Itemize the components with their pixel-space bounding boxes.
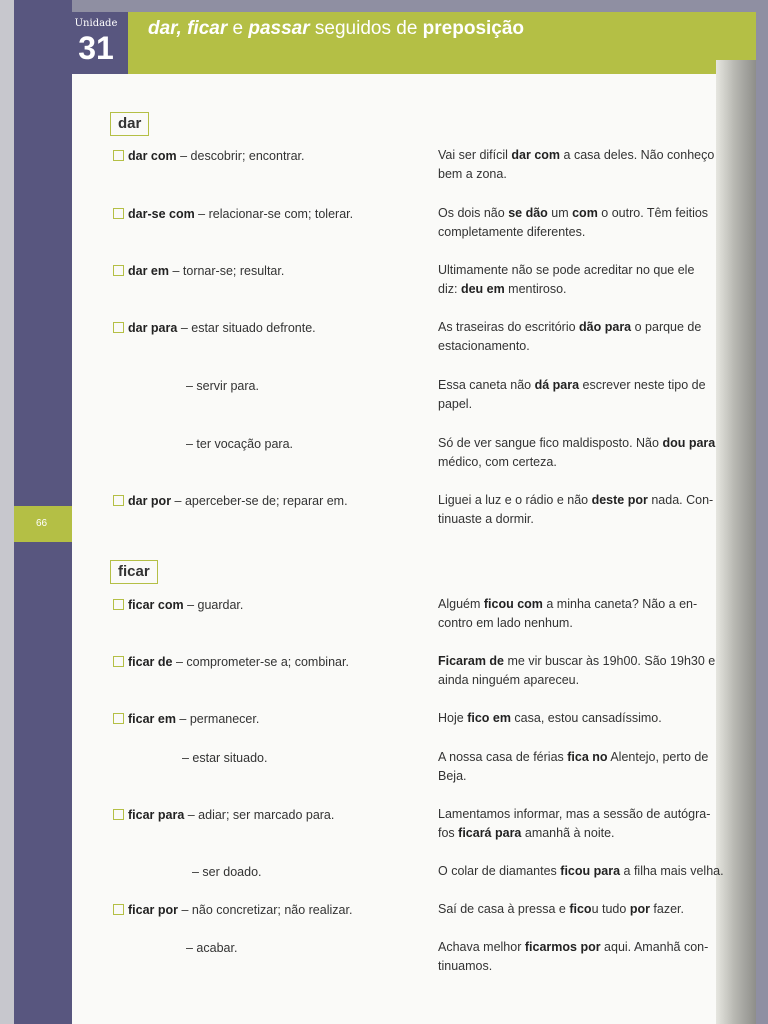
example-text: Alguém — [438, 597, 484, 611]
example-line — [438, 652, 730, 671]
example-line — [438, 938, 730, 957]
example-line — [438, 434, 730, 453]
checkbox-square-icon — [113, 809, 124, 820]
example-text: completamente diferentes. — [438, 225, 586, 239]
example-sentence — [438, 595, 730, 633]
example-highlight: Ficaram de — [438, 654, 505, 668]
expression-meaning: – ser doado. — [192, 865, 262, 879]
expression-entry — [113, 493, 348, 509]
example-text: médico, com certeza. — [438, 455, 557, 469]
expression-meaning: – relacionar-se com; tolerar. — [194, 207, 354, 221]
example-line — [438, 261, 730, 280]
title-part: seguidos de — [309, 18, 423, 39]
example-text: papel. — [438, 397, 473, 411]
expression-entry — [113, 807, 334, 823]
checkbox-square-icon — [113, 495, 124, 506]
binding-strip — [0, 0, 14, 1024]
example-text: o outro. Têm feitios — [597, 206, 709, 220]
example-text: bem a zona. — [438, 167, 507, 181]
example-highlight: ficou com — [483, 597, 543, 611]
example-text: ainda ninguém apareceu. — [438, 673, 580, 687]
example-text: me vir buscar às 19h00. São 19h30 e — [504, 654, 716, 668]
example-text: escrever neste tipo de — [579, 378, 706, 392]
example-sentence — [438, 434, 730, 472]
expression-entry — [186, 436, 293, 452]
example-line — [438, 671, 730, 690]
example-sentence — [438, 900, 730, 919]
title-part: dar — [148, 18, 177, 39]
example-text: As traseiras do escritório — [438, 320, 580, 334]
checkbox-square-icon — [113, 904, 124, 915]
expression-meaning: – não concretizar; não realizar. — [178, 903, 353, 917]
expression-entry — [113, 148, 305, 164]
expression-term: ficar por — [128, 903, 179, 917]
example-sentence — [438, 204, 730, 242]
section-label-ficar: ficar — [110, 560, 158, 584]
example-highlight: ficarmos por — [524, 940, 601, 954]
example-text: nada. Con- — [647, 493, 714, 507]
example-line — [438, 223, 730, 242]
example-text: Beja. — [438, 769, 467, 783]
expression-meaning: – ter vocação para. — [186, 437, 294, 451]
example-line — [438, 709, 730, 728]
expression-meaning: – aperceber-se de; reparar em. — [171, 494, 348, 508]
title-part: ficar — [187, 18, 228, 39]
unit-number: 31 — [78, 30, 114, 66]
checkbox-square-icon — [113, 150, 124, 161]
example-highlight: dou para — [662, 436, 716, 450]
example-text: Hoje — [438, 711, 468, 725]
example-highlight: fica no — [567, 750, 608, 764]
example-highlight: fico — [569, 902, 592, 916]
expression-term: ficar de — [128, 655, 173, 669]
example-text: o parque de — [631, 320, 702, 334]
example-text: casa, estou cansadíssimo. — [510, 711, 662, 725]
example-highlight: ficará para — [458, 826, 522, 840]
example-highlight: dar com — [511, 148, 561, 162]
example-text: Só de ver sangue fico maldisposto. Não — [438, 436, 663, 450]
example-sentence — [438, 261, 730, 299]
checkbox-square-icon — [113, 322, 124, 333]
example-text: Achava melhor — [438, 940, 525, 954]
expression-meaning: – adiar; ser marcado para. — [184, 808, 335, 822]
expression-meaning: – acabar. — [186, 941, 238, 955]
example-text: Lamentamos informar, mas a sessão de autógra- — [438, 807, 711, 821]
title-part: e — [227, 18, 249, 39]
example-line — [438, 146, 730, 165]
expression-term: dar por — [128, 494, 172, 508]
example-line — [438, 767, 730, 786]
expression-term: ficar para — [128, 808, 185, 822]
example-text: a minha caneta? Não a en- — [542, 597, 698, 611]
example-text: mentiroso. — [504, 282, 567, 296]
expression-entry — [113, 711, 259, 727]
example-highlight: por — [629, 902, 650, 916]
example-line — [438, 165, 730, 184]
unit-label: Unidade — [74, 18, 118, 29]
checkbox-square-icon — [113, 599, 124, 610]
checkbox-square-icon — [113, 713, 124, 724]
example-line — [438, 453, 730, 472]
title-part: , — [176, 18, 188, 39]
expression-term: ficar em — [128, 712, 176, 726]
example-text: tinuamos. — [438, 959, 493, 973]
example-line — [438, 957, 730, 976]
example-line — [438, 862, 730, 881]
example-text: contro em lado nenhum. — [438, 616, 573, 630]
example-sentence — [438, 146, 730, 184]
example-sentence — [438, 318, 730, 356]
expression-entry — [113, 597, 243, 613]
example-text: Ultimamente não se pode acreditar no que ele — [438, 263, 695, 277]
section-label-dar: dar — [110, 112, 149, 136]
expression-entry — [113, 320, 316, 336]
example-line — [438, 395, 730, 414]
example-sentence — [438, 376, 730, 414]
example-line — [438, 805, 730, 824]
example-text: Essa caneta não — [438, 378, 535, 392]
example-text: A nossa casa de férias — [438, 750, 568, 764]
example-sentence — [438, 491, 730, 529]
expression-entry — [113, 206, 353, 222]
example-text: u tudo — [591, 902, 630, 916]
checkbox-square-icon — [113, 208, 124, 219]
expression-term: dar com — [128, 149, 177, 163]
expression-meaning: – estar situado defronte. — [177, 321, 316, 335]
expression-entry — [113, 902, 352, 918]
example-text: fos — [438, 826, 459, 840]
example-text: O colar de diamantes — [438, 864, 561, 878]
expression-meaning: – guardar. — [183, 598, 244, 612]
example-text: a casa deles. Não conheço — [560, 148, 715, 162]
expression-meaning: – tornar-se; resultar. — [169, 264, 285, 278]
example-text: Os dois não — [438, 206, 509, 220]
expression-entry — [182, 750, 267, 766]
example-sentence — [438, 938, 730, 976]
example-highlight: dão para — [579, 320, 632, 334]
expression-term: dar em — [128, 264, 169, 278]
expression-entry — [186, 940, 237, 956]
example-text: Saí de casa à pressa e — [438, 902, 570, 916]
expression-term: dar-se com — [128, 207, 195, 221]
example-highlight: fico em — [467, 711, 511, 725]
expression-meaning: – descobrir; encontrar. — [176, 149, 305, 163]
example-line — [438, 337, 730, 356]
example-text: fazer. — [649, 902, 684, 916]
example-text: amanhã à noite. — [521, 826, 615, 840]
page-title — [148, 18, 524, 40]
example-highlight: deu em — [460, 282, 505, 296]
example-line — [438, 748, 730, 767]
example-sentence — [438, 748, 730, 786]
checkbox-square-icon — [113, 265, 124, 276]
example-line — [438, 824, 730, 843]
expression-meaning: – comprometer-se a; combinar. — [172, 655, 349, 669]
title-part: passar — [248, 18, 310, 39]
example-sentence — [438, 862, 730, 881]
example-line — [438, 900, 730, 919]
expression-entry — [113, 654, 349, 670]
example-sentence — [438, 709, 730, 728]
example-text: a filha mais velha. — [620, 864, 724, 878]
expression-term: ficar com — [128, 598, 184, 612]
expression-meaning: – permanecer. — [175, 712, 260, 726]
example-highlight: com — [572, 206, 598, 220]
example-line — [438, 376, 730, 395]
example-text: aqui. Amanhã con- — [600, 940, 709, 954]
example-text: Vai ser difícil — [438, 148, 512, 162]
example-line — [438, 280, 730, 299]
example-line — [438, 595, 730, 614]
title-part: preposição — [422, 18, 525, 39]
example-line — [438, 318, 730, 337]
checkbox-square-icon — [113, 656, 124, 667]
example-text: estacionamento. — [438, 339, 530, 353]
page-number: 66 — [36, 518, 48, 529]
expression-entry — [113, 263, 284, 279]
example-line — [438, 491, 730, 510]
example-text: um — [547, 206, 573, 220]
example-text: Alentejo, perto de — [607, 750, 709, 764]
example-highlight: dá para — [534, 378, 580, 392]
example-text: tinuaste a dormir. — [438, 512, 534, 526]
example-highlight: se dão — [508, 206, 548, 220]
expression-meaning: – estar situado. — [182, 751, 268, 765]
example-text: Liguei a luz e o rádio e não — [438, 493, 592, 507]
expression-term: dar para — [128, 321, 178, 335]
example-highlight: ficou para — [560, 864, 621, 878]
example-sentence — [438, 805, 730, 843]
example-highlight: deste por — [591, 493, 648, 507]
example-line — [438, 614, 730, 633]
example-sentence — [438, 652, 730, 690]
expression-entry — [192, 864, 262, 880]
example-line — [438, 510, 730, 529]
expression-meaning: – servir para. — [186, 379, 259, 393]
expression-entry — [186, 378, 259, 394]
example-line — [438, 204, 730, 223]
example-text: diz: — [438, 282, 461, 296]
